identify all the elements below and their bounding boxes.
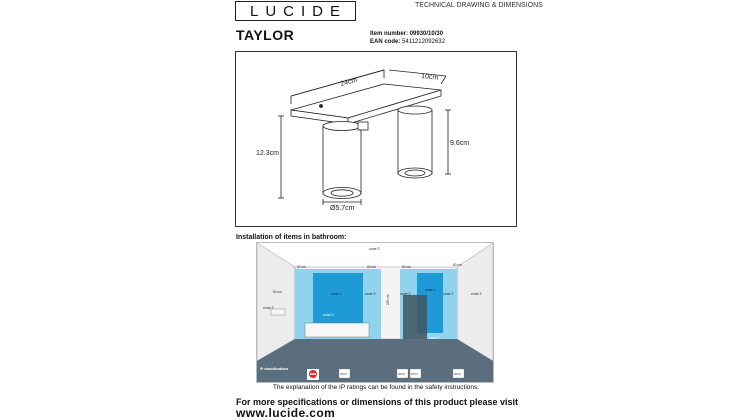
lucide-logo	[235, 1, 356, 21]
ip-ratings-note: The explanation of the IP ratings can be found in the safety instructions.	[272, 384, 480, 391]
svg-text:60 cm: 60 cm	[297, 265, 306, 269]
svg-text:zone 0: zone 0	[429, 336, 440, 340]
bathroom-zones-diagram	[256, 242, 494, 383]
length-dimension: 24cm	[339, 76, 359, 88]
spot-height-dimension: 9.6cm	[450, 140, 470, 147]
svg-text:zone 2: zone 2	[443, 292, 454, 296]
svg-text:zone 1: zone 1	[331, 292, 342, 296]
svg-text:60 cm: 60 cm	[367, 265, 376, 269]
svg-text:zone 0: zone 0	[323, 313, 334, 317]
item-number-label: Item number:	[370, 31, 409, 37]
diameter-dimension: Ø5.7cm	[330, 205, 355, 212]
installation-title: Installation of items in bathroom:	[236, 234, 347, 241]
technical-drawing	[235, 51, 517, 227]
logo-text: LUCIDE	[249, 2, 347, 20]
ean-label: EAN code:	[370, 39, 401, 45]
width-dimension: 10cm	[420, 73, 439, 82]
svg-text:60 cm: 60 cm	[273, 290, 282, 294]
svg-text:zone 1: zone 1	[425, 288, 436, 292]
svg-text:zone 3: zone 3	[471, 292, 482, 296]
svg-text:225 cm: 225 cm	[386, 294, 390, 305]
product-name: TAYLOR	[236, 27, 295, 43]
svg-text:IPX4: IPX4	[454, 372, 461, 376]
bathroom-svg	[257, 243, 493, 382]
item-number: 09930/10/30	[409, 31, 444, 37]
fixture-drawing-svg	[236, 52, 516, 226]
svg-text:zone 2: zone 2	[400, 292, 411, 296]
svg-text:zone 3: zone 3	[369, 247, 380, 251]
svg-text:IPX4: IPX4	[411, 372, 418, 376]
svg-text:IP classifications: IP classifications	[260, 367, 289, 371]
svg-text:60 cm: 60 cm	[402, 265, 411, 269]
svg-text:60 cm: 60 cm	[453, 263, 462, 267]
website-link[interactable]: www.lucide.com	[236, 406, 336, 420]
ean-code: 5411212092632	[402, 39, 445, 45]
svg-text:zone 2: zone 2	[365, 292, 376, 296]
footer-text: For more specifications or dimensions of this product please visit	[236, 397, 519, 407]
item-info	[370, 30, 445, 46]
svg-text:IPX4: IPX4	[398, 372, 405, 376]
document-type-label: TECHNICAL DRAWING & DIMENSIONS	[415, 2, 543, 9]
svg-text:IPX4: IPX4	[340, 372, 347, 376]
total-height-dimension: 12.3cm	[256, 150, 279, 157]
svg-text:zone 2: zone 2	[263, 306, 274, 310]
